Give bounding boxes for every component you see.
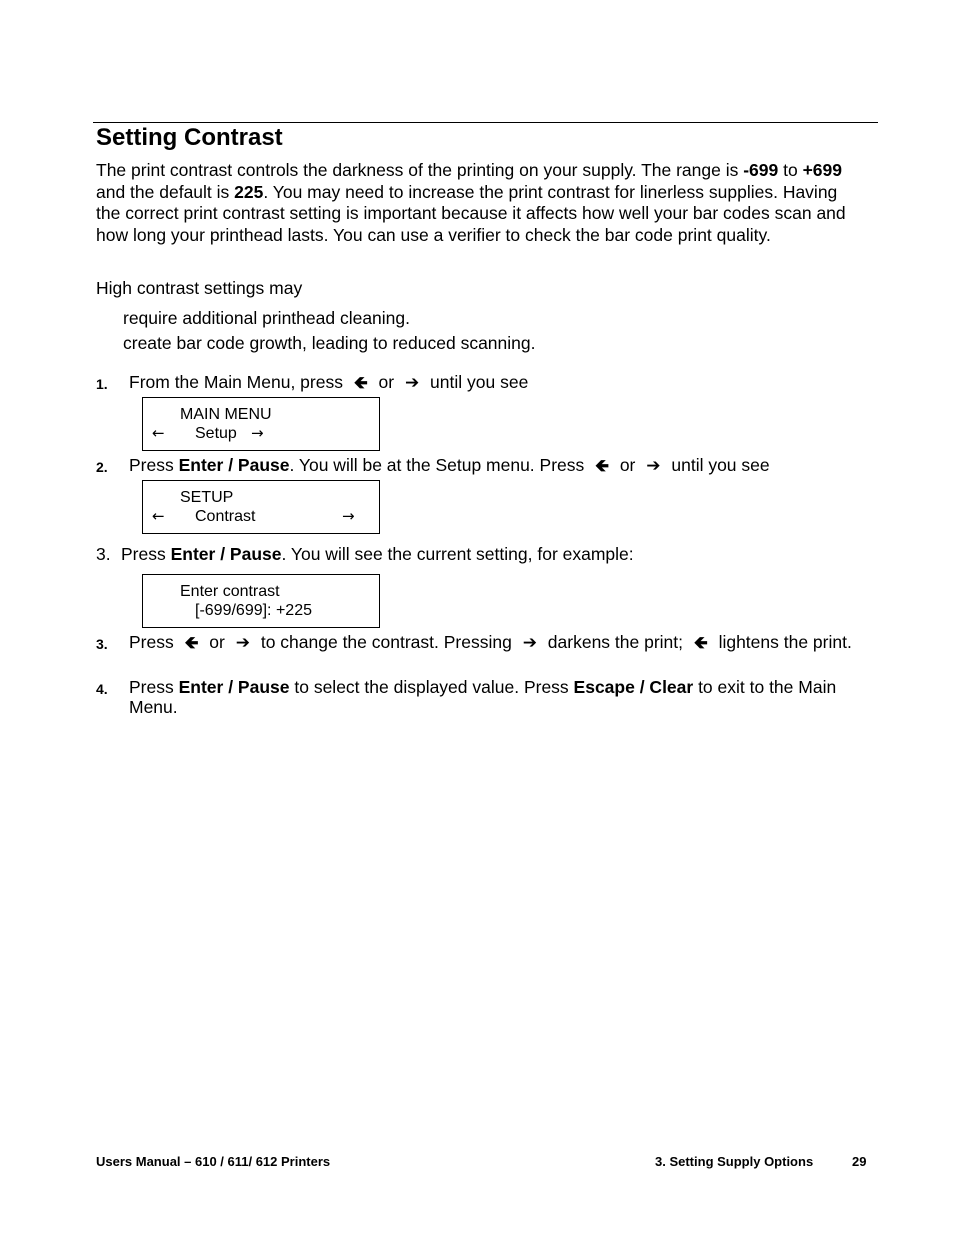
step-text: Press Enter / Pause. You will see the current setting, for example: bbox=[121, 544, 634, 564]
list-item: require additional printhead cleaning. bbox=[123, 308, 411, 328]
page-number: 29 bbox=[852, 1154, 867, 1169]
left-arrow-icon: 🡸 bbox=[693, 633, 708, 653]
right-arrow-icon: ➔ bbox=[235, 633, 250, 653]
range-max: +699 bbox=[802, 160, 842, 180]
left-arrow-icon: ← bbox=[152, 424, 165, 442]
step-text: Press 🡸 or ➔ to change the contrast. Pressing ➔ darkens the print; 🡸 lightens the print. bbox=[129, 632, 852, 653]
default-value: 225 bbox=[234, 181, 264, 202]
step-number: 4. bbox=[96, 681, 108, 697]
lcd-display-main-menu: MAIN MENU ← Setup → bbox=[142, 397, 380, 451]
high-contrast-lead: High contrast settings may bbox=[96, 278, 303, 298]
section-title: Setting Contrast bbox=[96, 124, 283, 151]
right-arrow-icon: → bbox=[251, 424, 264, 442]
footer-manual-title: Users Manual – 610 / 611/ 612 Printers bbox=[96, 1154, 331, 1169]
step-text: Press Enter / Pause. You will be at the Setup menu. Press 🡸 or ➔ until you see bbox=[129, 455, 770, 476]
right-arrow-icon: ➔ bbox=[404, 373, 420, 393]
range-min: -699 bbox=[743, 160, 779, 180]
intro-paragraph: The print contrast controls the darkness of the printing on your supply. The range is -699 to +699 and the default is 225. You may need to increase the print contrast for linerless supplies. Having the correct print contrast setting is important because it affects how well your bar codes scan and how long your printhead lasts. You can use a verifier to check the bar code print quality. bbox=[96, 160, 846, 245]
step-text: Press Enter / Pause to select the displayed value. Press Escape / Clear to exit to the Main Menu. bbox=[129, 677, 837, 717]
lcd-display-setup: SETUP ← Contrast → bbox=[142, 480, 380, 534]
step-number: 3. bbox=[96, 636, 108, 652]
left-arrow-icon: 🡸 bbox=[353, 373, 368, 393]
lcd-display-enter-contrast: Enter contrast [-699/699]: +225 bbox=[142, 574, 380, 628]
right-arrow-icon: → bbox=[342, 507, 355, 525]
left-arrow-icon: ← bbox=[152, 507, 165, 525]
left-arrow-icon: 🡸 bbox=[184, 633, 199, 653]
left-arrow-icon: 🡸 bbox=[595, 456, 609, 476]
step-number: 2. bbox=[96, 459, 108, 475]
right-arrow-icon: ➔ bbox=[522, 633, 537, 653]
right-arrow-icon: ➔ bbox=[646, 456, 661, 476]
step-number: 3. bbox=[96, 544, 111, 564]
step-number: 1. bbox=[96, 376, 108, 392]
footer-chapter: 3. Setting Supply Options bbox=[655, 1154, 814, 1169]
list-item: create bar code growth, leading to reduced scanning. bbox=[123, 333, 536, 353]
step-text: From the Main Menu, press 🡸 or ➔ until you see bbox=[129, 372, 529, 393]
